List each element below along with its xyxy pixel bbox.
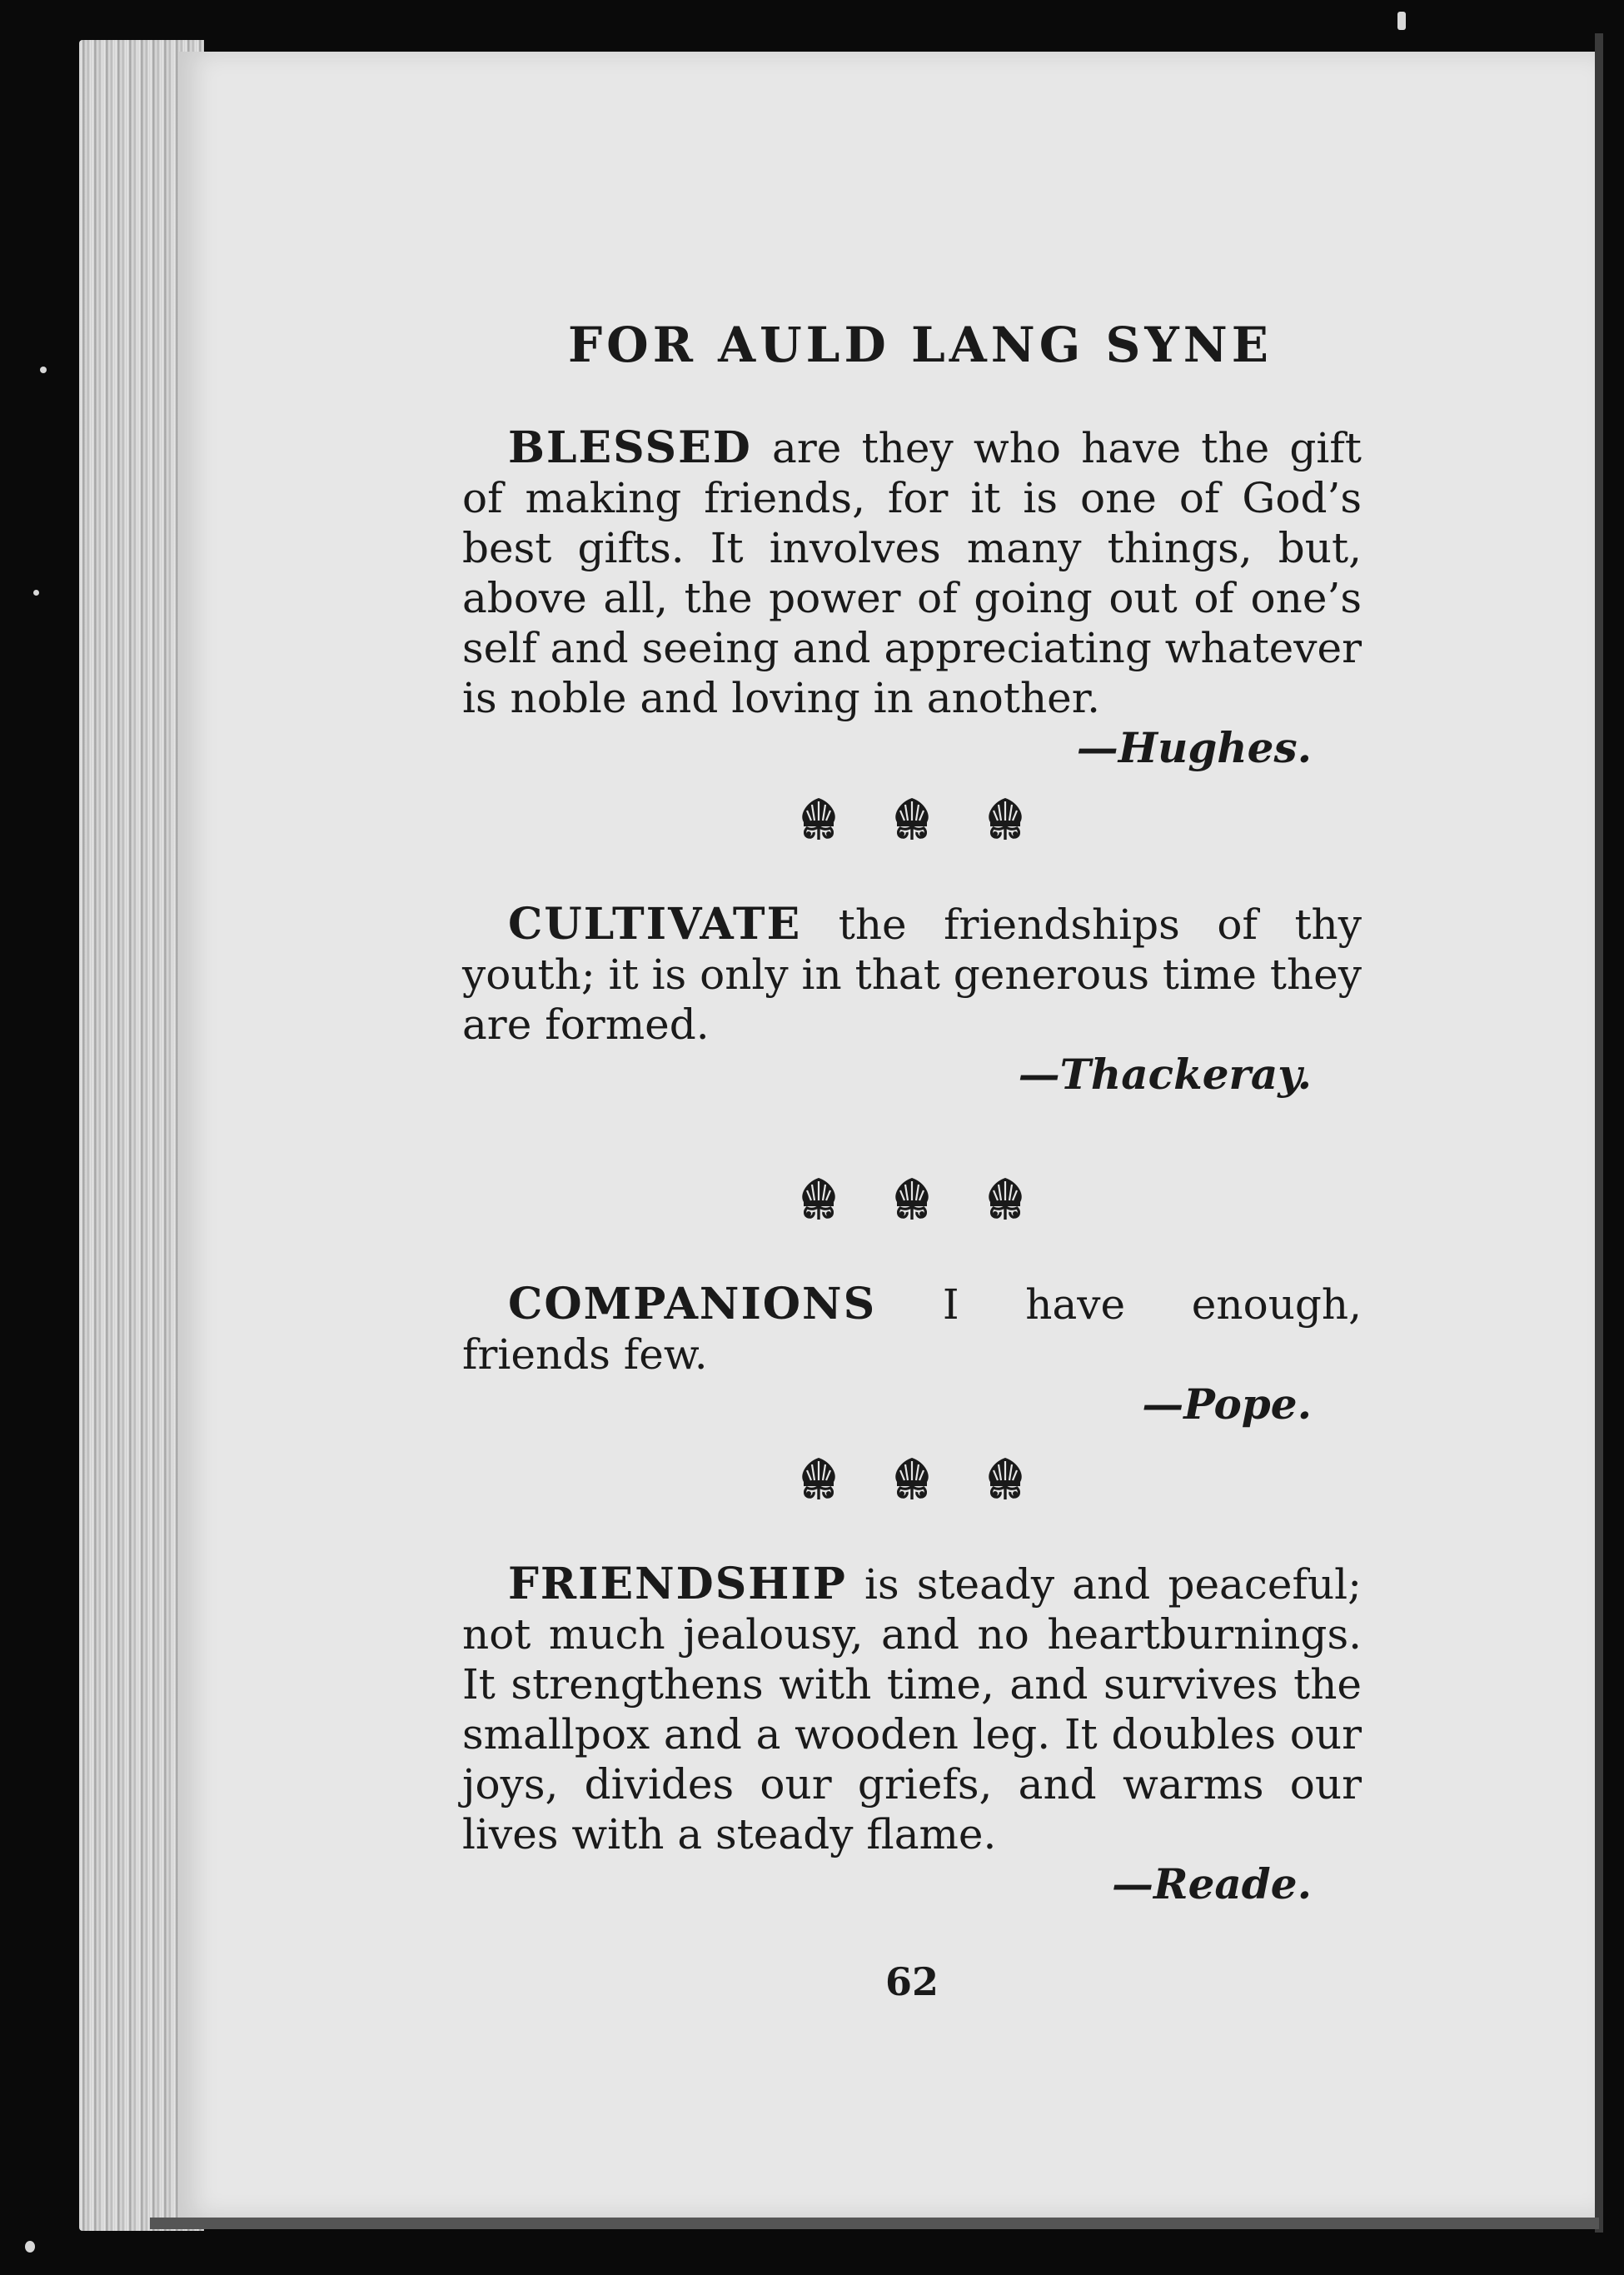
quote-lead-word: CULTIVATE [508,899,802,950]
quote-text [462,423,1362,723]
quote-author: —Pope. [1142,1379,1312,1429]
quote-author: —Reade. [1112,1859,1312,1908]
scan-speck [25,2241,35,2253]
ornament-divider [462,1454,1362,1501]
fleuron-icon [797,795,840,841]
quote-author: —Hughes. [1076,723,1312,772]
quote-lead-word: BLESSED [508,422,752,473]
quote-text [462,1280,1362,1379]
quote-body: are they who have the gift of making friends, for it is one of God’s best gifts. It involves many things, but, above all, the power of going out of one’s self and seeing and appreciating whatever is noble and loving in another. [462,424,1362,722]
quote-body: I have enough, friends few. [462,1280,1362,1379]
fleuron-icon [984,1175,1027,1221]
page-heading: FOR AULD LANG SYNE [568,317,1273,373]
fleuron-icon [984,795,1027,841]
fleuron-icon [797,1175,840,1221]
quote-lead-word: FRIENDSHIP [508,1559,847,1609]
quote-text [462,900,1362,1050]
fleuron-icon [890,795,934,841]
ornament-divider [462,1175,1362,1221]
quote-author: —Thackeray. [1018,1050,1312,1099]
binding-edge [1595,33,1603,2233]
quote-entry-pope [462,1280,1362,1429]
quote-body: is steady and peaceful; not much jealousy, and no heartburnings. It strengthens with time, and survives the smallpox and a wooden leg. It doubles our joys, divides our griefs, and warms our lives with a steady flame. [462,1560,1362,1858]
quote-lead-word: COMPANIONS [508,1279,877,1330]
scan-speck [40,367,47,373]
fleuron-icon [890,1454,934,1501]
quote-body: the friendships of thy youth; it is only in that generous time they are formed. [462,901,1362,1049]
scan-speck [33,590,39,596]
quote-text [462,1559,1362,1859]
quote-entry-thackeray [462,900,1362,1100]
quote-entry-hughes [462,423,1362,773]
scan-speck [1397,12,1406,30]
fleuron-icon [797,1454,840,1501]
ornament-divider [462,795,1362,841]
quote-entry-reade [462,1559,1362,1909]
page-bottom-edge [150,2218,1599,2229]
fleuron-icon [890,1175,934,1221]
page-content [462,317,1362,2004]
page-number: 62 [884,1959,939,2004]
fleuron-icon [984,1454,1027,1501]
